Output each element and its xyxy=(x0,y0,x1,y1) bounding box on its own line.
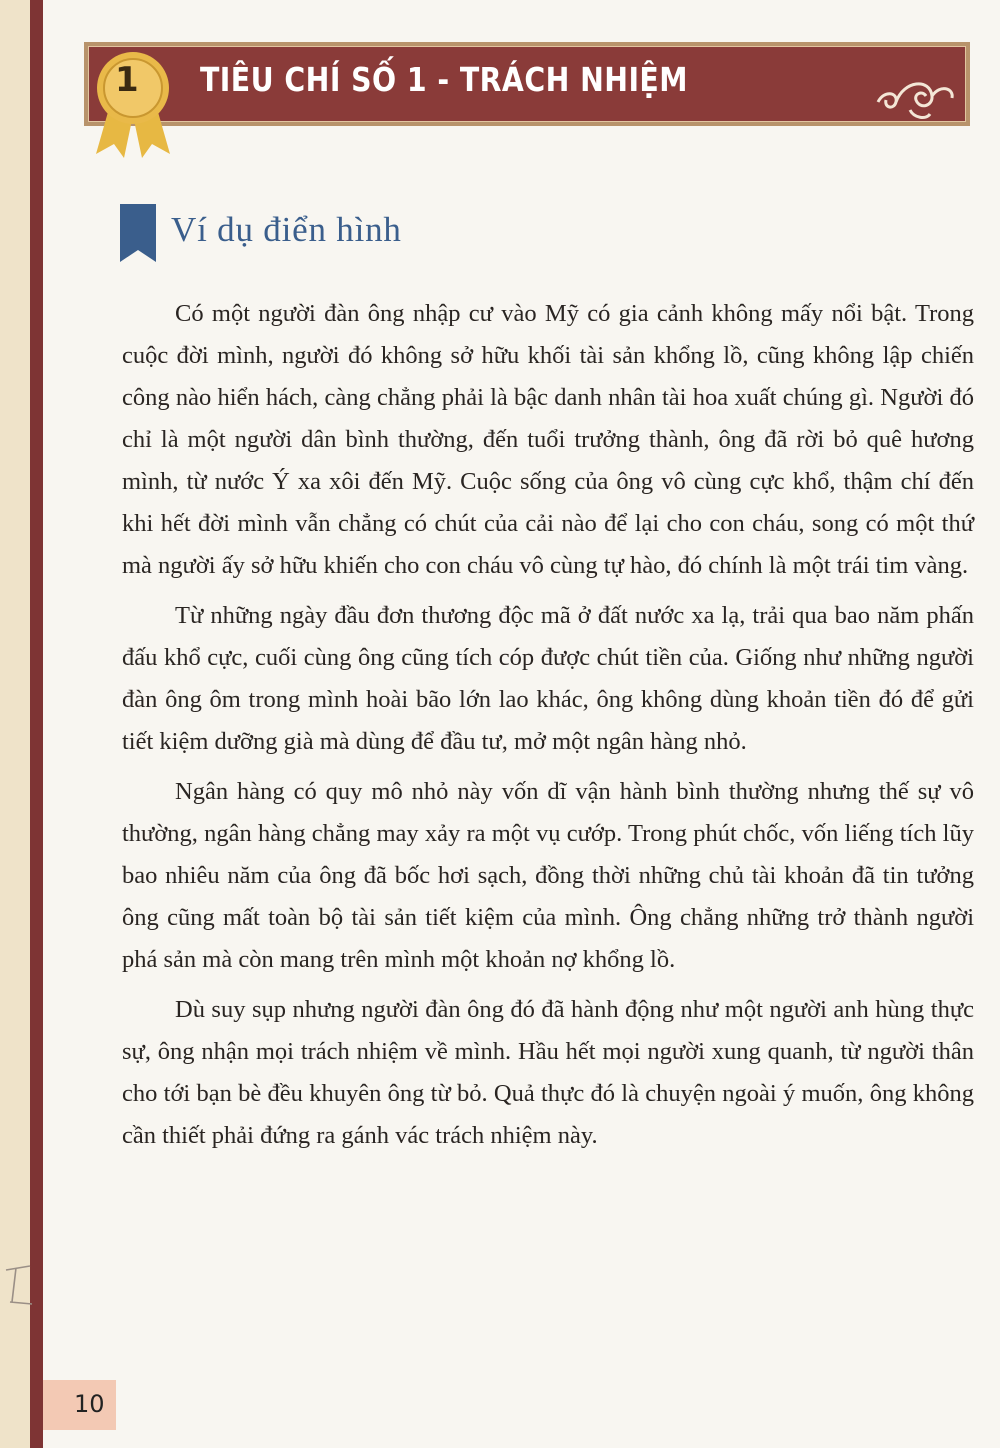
paragraph: Từ những ngày đầu đơn thương độc mã ở đất nước xa lạ, trải qua bao năm phấn đấu khổ cực, cuối cùng ông cũng tích cóp được chút tiền của. Giống như những người đàn ông ôm trong mình hoài bão lớn lao khác, ông không dùng khoản tiền đó để gửi tiết kiệm dưỡng già mà dùng để đầu tư, mở một ngân hàng nhỏ. xyxy=(122,602,974,755)
pencil-mark xyxy=(2,1262,34,1308)
paragraph: Dù suy sụp nhưng người đàn ông đó đã hành động như một người anh hùng thực sự, ông nhận mọi trách nhiệm về mình. Hầu hết mọi người xung quanh, từ người thân cho tới bạn bè đều khuyên ông từ bỏ. Quả thực đó là chuyện ngoài ý muốn, ông không cần thiết phải đứng ra gánh vác trách nhiệm này. xyxy=(122,996,974,1149)
section-title: Ví dụ điển hình xyxy=(171,210,402,249)
bookmark-icon xyxy=(120,204,156,262)
header-title: TIÊU CHÍ SỐ 1 - TRÁCH NHIỆM xyxy=(200,60,688,99)
body-text xyxy=(122,293,974,1165)
page-number: 10 xyxy=(74,1390,105,1418)
page-edge-left xyxy=(0,0,30,1448)
paragraph: Ngân hàng có quy mô nhỏ này vốn dĩ vận hành bình thường nhưng thế sự vô thường, ngân hàng chẳng may xảy ra một vụ cướp. Trong phút chốc, vốn liếng tích lũy bao nhiêu năm của ông đã bốc hơi sạch, đồng thời những chủ tài khoản đã tin tưởng ông cũng mất toàn bộ tài sản tiết kiệm của mình. Ông chẳng những trở thành người phá sản mà còn mang trên mình một khoản nợ khổng lồ. xyxy=(122,778,974,973)
paragraph: Có một người đàn ông nhập cư vào Mỹ có gia cảnh không mấy nổi bật. Trong cuộc đời mình, người đó không sở hữu khối tài sản khổng lồ, cũng không lập chiến công nào hiển hách, càng chẳng phải là bậc danh nhân tài hoa xuất chúng gì. Người đó chỉ là một người dân bình thường, đến tuổi trưởng thành, ông đã rời bỏ quê hương mình, từ nước Ý xa xôi đến Mỹ. Cuộc sống của ông vô cùng cực khổ, thậm chí đến khi hết đời mình vẫn chẳng có chút của cải nào để lại cho con cháu, song có một thứ mà người ấy sở hữu khiến cho con cháu vô cùng tự hào, đó chính là một trái tim vàng. xyxy=(122,300,974,579)
ornament-flourish-icon xyxy=(870,70,960,126)
page-edge-stripe xyxy=(30,0,43,1448)
criterion-number: 1 xyxy=(115,60,139,100)
